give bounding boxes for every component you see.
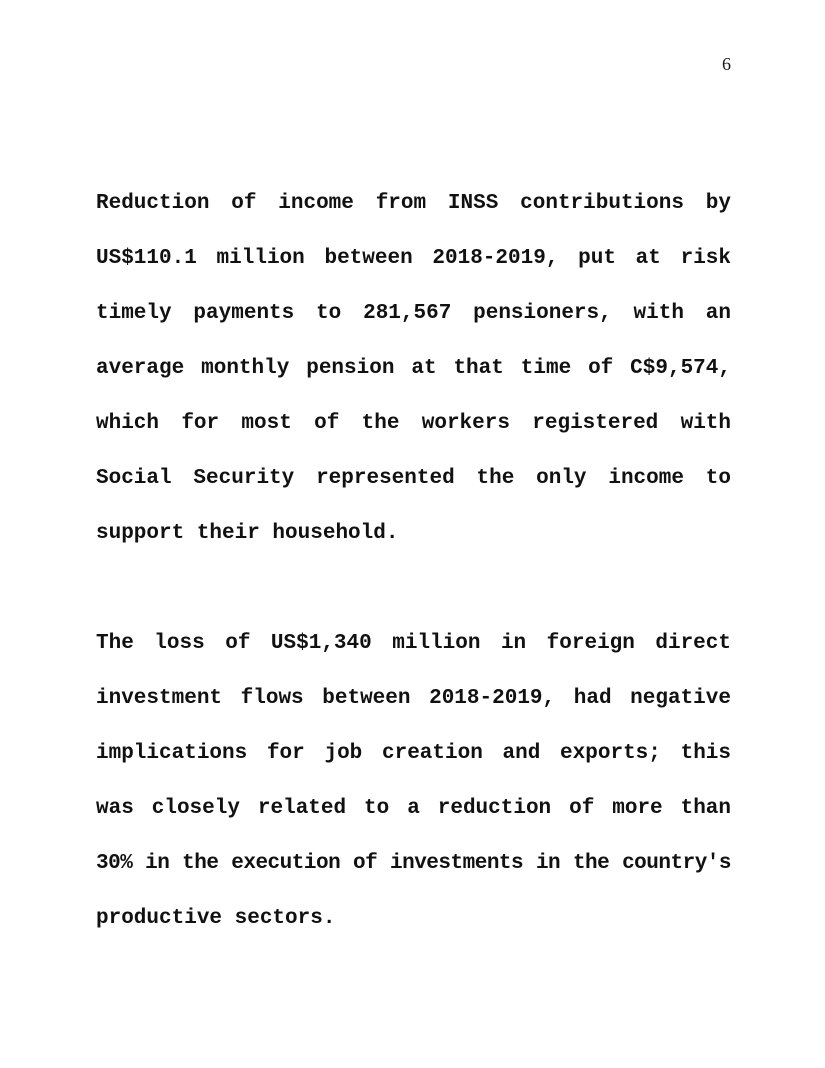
text-line: was closely related to a reduction of more than bbox=[96, 797, 731, 820]
page-number: 6 bbox=[722, 54, 731, 74]
text-line: Reduction of income from INSS contributions by bbox=[96, 192, 731, 215]
paragraph bbox=[96, 616, 731, 946]
text-line: implications for job creation and exports; this bbox=[96, 742, 731, 765]
paragraph bbox=[96, 176, 731, 561]
text-line: The loss of US$1,340 million in foreign direct bbox=[96, 632, 731, 655]
text-line: productive sectors. bbox=[96, 907, 336, 930]
document-body bbox=[96, 176, 731, 1001]
text-line: US$110.1 million between 2018-2019, put at risk bbox=[96, 247, 731, 270]
text-line: support their household. bbox=[96, 522, 399, 545]
text-line: which for most of the workers registered with bbox=[96, 412, 731, 435]
text-line: investment flows between 2018-2019, had negative bbox=[96, 687, 731, 710]
text-line: timely payments to 281,567 pensioners, with an bbox=[96, 302, 731, 325]
text-line: Social Security represented the only income to bbox=[96, 467, 731, 490]
text-line: 30% in the execution of investments in the country's bbox=[96, 852, 731, 875]
text-line: average monthly pension at that time of C$9,574, bbox=[96, 357, 731, 380]
